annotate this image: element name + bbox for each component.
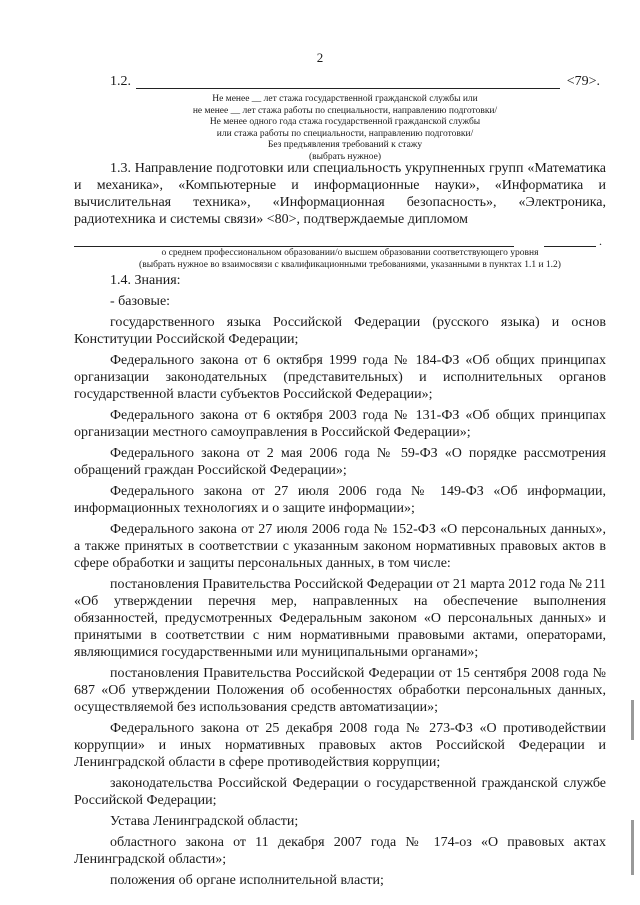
scan-edge-mark xyxy=(631,820,634,875)
experience-option: Не менее одного года стажа государственной гражданской службы xyxy=(209,117,481,127)
education-caption xyxy=(110,248,590,271)
knowledge-paragraph: Федерального закона от 2 мая 2006 года № 59-ФЗ «О порядке рассмотрения обращений граждан Российской Федерации»; xyxy=(74,446,606,478)
item-1-3 xyxy=(74,160,606,232)
item-1-2-line xyxy=(110,74,600,94)
basic-label: - базовые: xyxy=(110,294,171,309)
knowledge-paragraph: Федерального закона от 27 июля 2006 года № 152-ФЗ «О персональных данных», а также принятых в соответствии с указанным законом нормативных правовых актов в сфере обработки и защиты персональных данных, в том числе: xyxy=(74,522,606,571)
page-number: 2 xyxy=(316,50,324,65)
blank-line xyxy=(136,88,560,89)
item-1-3-text: 1.3. Направление подготовки или специальность укрупненных групп «Математика и механика», «Компьютерные и информационные науки», «Информатика и вычислительная техника», «Информационная безопасность», «Электроника, радиотехника и системы связи» <80>, подтверждаемые дипломом xyxy=(74,161,606,227)
education-caption-line: (выбрать нужное во взаимосвязи с квалификационными требованиями, указанными в пунктах 1.1 и 1.2) xyxy=(139,259,561,270)
scan-edge-mark xyxy=(631,700,634,740)
experience-option: Без предъявления требований к стажу xyxy=(267,140,423,150)
knowledge-paragraph: положения об органе исполнительной власти; xyxy=(110,873,384,888)
knowledge-paragraph: Устава Ленинградской области; xyxy=(110,814,299,829)
footnote-ref-79: <79>. xyxy=(566,74,600,89)
knowledge-paragraph: постановления Правительства Российской Федерации от 21 марта 2012 года № 211 «Об утверждении перечня мер, направленных на обеспечение выполнения обязанностей, предусмотренных Федеральным законом «О персональных данных» и принятыми в соответствии с ним нормативными правовыми актами, операторами, являющимися государственными или муниципальными органами»; xyxy=(74,577,606,660)
knowledge-paragraph: государственного языка Российской Федерации (русского языка) и основ Конституции Российской Федерации; xyxy=(74,315,606,347)
knowledge-paragraph: областного закона от 11 декабря 2007 года № 174-оз «О правовых актах Ленинградской области»; xyxy=(74,835,606,867)
knowledge-paragraph: Федерального закона от 25 декабря 2008 года № 273-ФЗ «О противодействии коррупции» и иных нормативных правовых актов Российской Федерации и Ленинградской области в сфере противодействия коррупции; xyxy=(74,721,606,770)
knowledge-paragraph: Федерального закона от 27 июля 2006 года № 149-ФЗ «Об информации, информационных технологиях и о защите информации»; xyxy=(74,484,606,516)
item-1-2-number: 1.2. xyxy=(110,74,131,89)
experience-option-hint: (выбрать нужное) xyxy=(308,151,382,162)
knowledge-section xyxy=(74,272,606,893)
knowledge-paragraph: Федерального закона от 6 октября 1999 года № 184-ФЗ «Об общих принципах организации законодательных (представительных) и исполнительных органов государственной власти субъектов Российской Федерации»; xyxy=(74,353,606,402)
experience-option: или стажа работы по специальности, направлению подготовки/ xyxy=(216,128,474,139)
knowledge-paragraph: законодательства Российской Федерации о государственной гражданской службе Российской Федерации; xyxy=(74,776,606,808)
experience-option: Не менее __ лет стажа государственной гражданской службы или xyxy=(212,94,478,104)
knowledge-paragraph: постановления Правительства Российской Федерации от 15 сентября 2008 года № 687 «Об утверждении Положения об особенностях обработки персональных данных, осуществляемой без использования средств автоматизации»; xyxy=(74,666,606,715)
knowledge-paragraph: Федерального закона от 6 октября 2003 года № 131-ФЗ «Об общих принципах организации местного самоуправления в Российской Федерации»; xyxy=(74,408,606,440)
education-blank-line: . xyxy=(74,240,606,250)
education-caption-line: о среднем профессиональном образовании/о высшем образовании соответствующего уровня xyxy=(161,248,539,258)
item-1-4-heading: 1.4. Знания: xyxy=(110,273,181,288)
experience-options xyxy=(110,94,580,163)
experience-option: не менее __ лет стажа работы по специальности, направлению подготовки/ xyxy=(192,105,498,116)
